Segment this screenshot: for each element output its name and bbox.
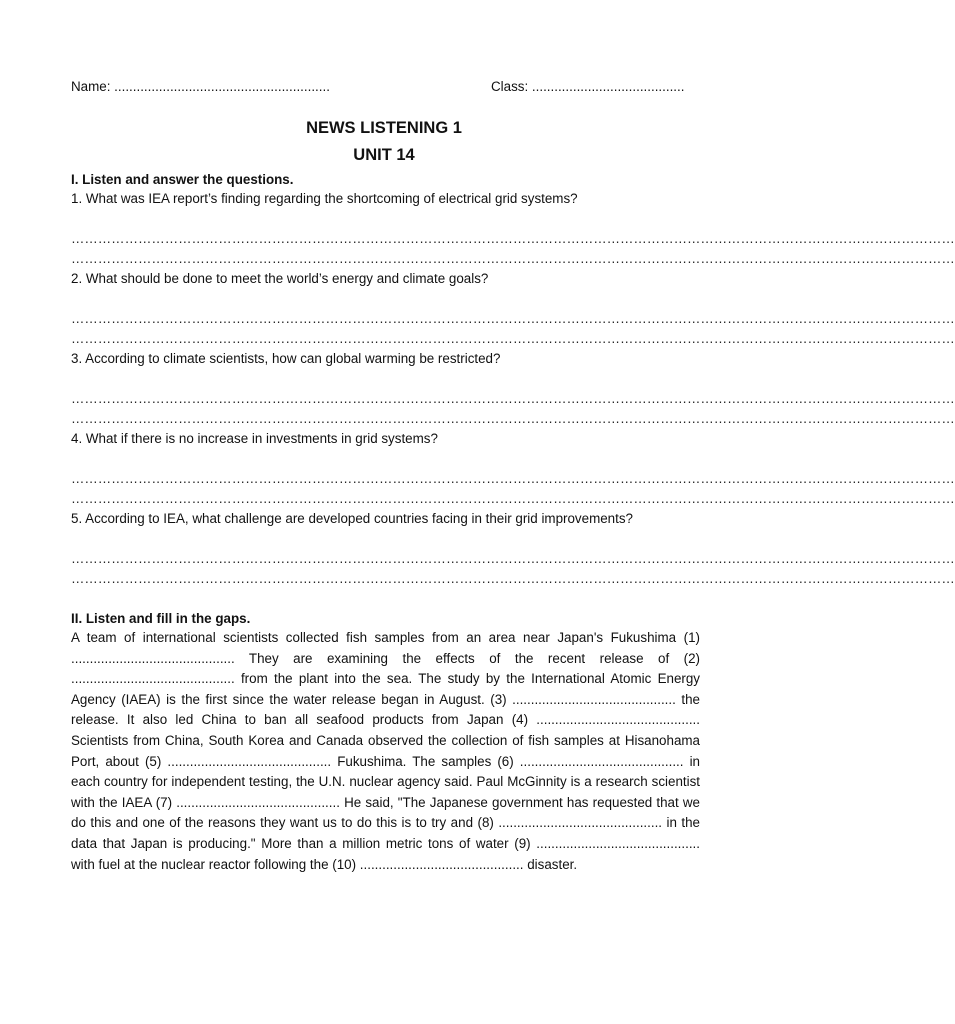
answer-line[interactable]: ……………………………………………………………………………………………………………………………………………………………………………… xyxy=(71,251,955,266)
answer-line[interactable]: ……………………………………………………………………………………………………………………………………………………………………………… xyxy=(71,491,955,506)
answer-line[interactable]: ……………………………………………………………………………………………………………………………………………………………………………… xyxy=(71,471,955,486)
spacer xyxy=(71,369,700,389)
student-info-row xyxy=(71,79,697,97)
name-field[interactable]: Name: .......................................................... xyxy=(71,79,330,94)
question-1: 1. What was IEA report’s finding regarding the shortcoming of electrical grid systems? xyxy=(71,191,578,206)
question-5: 5. According to IEA, what challenge are developed countries facing in their grid improvements? xyxy=(71,511,633,526)
question-4: 4. What if there is no increase in investments in grid systems? xyxy=(71,431,438,446)
spacer xyxy=(71,449,700,469)
spacer xyxy=(71,289,700,309)
spacer xyxy=(71,529,700,549)
question-3: 3. According to climate scientists, how can global warming be restricted? xyxy=(71,351,501,366)
section-1-heading: I. Listen and answer the questions. xyxy=(71,172,294,187)
worksheet-content xyxy=(71,170,955,875)
unit-title: UNIT 14 xyxy=(353,146,415,164)
answer-line[interactable]: ……………………………………………………………………………………………………………………………………………………………………………… xyxy=(71,331,955,346)
answer-line[interactable]: ……………………………………………………………………………………………………………………………………………………………………………… xyxy=(71,411,955,426)
gap-fill-paragraph: A team of international scientists collected fish samples from an area near Japan's Fukushima (1) ............................................ They are examining the effects of the recent release of (2) ............................................ from the plant into the sea. The study by the International Atomic Energy Agency (IAEA) is the first since the water release began in August. (3) ............................................ the release. It also led China to ban all seafood products from Japan (4) ............................................ Scientists from China, South Korea and Canada observed the collection of fish samples at Hisanohama Port, about (5) ............................................ Fukushima. The samples (6) ............................................ in each country for independent testing, the U.N. nuclear agency said. Paul McGinnity is a research scientist with the IAEA (7) ............................................ He said, "The Japanese government has requested that we do this and one of the reasons they want us to do this is to try and (8) ............................................ in the data that Japan is producing." More than a million metric tons of water (9) ............................................ with fuel at the nuclear reactor following the (10) ............................................ disaster. xyxy=(71,630,700,872)
answer-line[interactable]: ……………………………………………………………………………………………………………………………………………………………………………… xyxy=(71,551,955,566)
answer-line[interactable]: ……………………………………………………………………………………………………………………………………………………………………………… xyxy=(71,311,955,326)
question-2: 2. What should be done to meet the world’s energy and climate goals? xyxy=(71,271,489,286)
answer-line[interactable]: ……………………………………………………………………………………………………………………………………………………………………………… xyxy=(71,231,955,246)
section-2-heading: II. Listen and fill in the gaps. xyxy=(71,611,251,626)
spacer xyxy=(71,209,700,229)
class-field[interactable]: Class: ......................................... xyxy=(491,79,685,94)
answer-line[interactable]: ……………………………………………………………………………………………………………………………………………………………………………… xyxy=(71,391,955,406)
answer-line[interactable]: ……………………………………………………………………………………………………………………………………………………………………………… xyxy=(71,571,955,586)
worksheet-title: NEWS LISTENING 1 xyxy=(306,119,462,137)
spacer xyxy=(71,589,700,609)
